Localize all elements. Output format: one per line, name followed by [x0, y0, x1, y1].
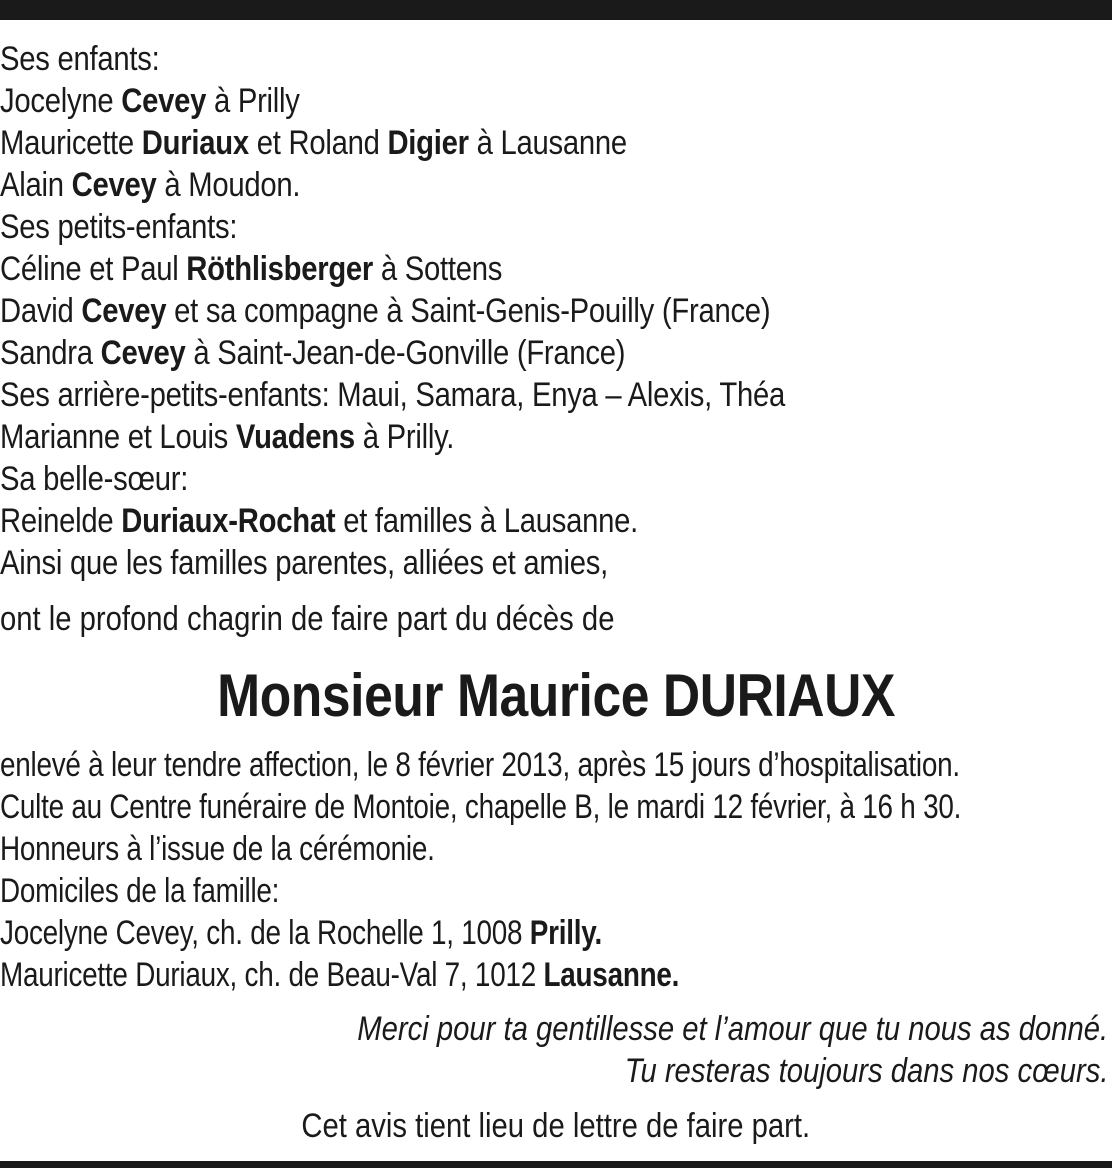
sister-in-law-heading: Sa belle-sœur:: [0, 460, 189, 498]
address-city: Lausanne.: [543, 956, 680, 994]
others-line: Ainsi que les familles parentes, alliées et amies,: [0, 544, 608, 582]
announcement-text: ont le profond chagrin de faire part du décès de: [0, 600, 615, 638]
quote-line-text: Merci pour ta gentillesse et l’amour que tu nous as donné.: [357, 1010, 1108, 1048]
closing-note-text: Cet avis tient lieu de lettre de faire part.: [301, 1107, 811, 1145]
quote-line: [8, 1008, 1108, 1050]
quote-line-text: Tu resteras toujours dans nos cœurs.: [624, 1052, 1108, 1090]
given-name: Sandra: [0, 334, 101, 372]
location: et familles à Lausanne.: [335, 502, 638, 540]
surname: Cevey: [121, 82, 207, 120]
location: à Prilly: [206, 82, 300, 120]
family-member: [0, 164, 956, 206]
address-text: Mauricette Duriaux, ch. de Beau-Val 7, 1012: [0, 956, 544, 994]
children-heading: Ses enfants:: [0, 40, 160, 78]
given-name: Alain: [0, 166, 72, 204]
family-member: [0, 500, 956, 542]
surname: Duriaux-Rochat: [121, 502, 336, 540]
address-text: Jocelyne Cevey, ch. de la Rochelle 1, 1008: [0, 914, 530, 952]
family-member: [0, 290, 956, 332]
given-name: Jocelyne: [0, 82, 122, 120]
surname: Cevey: [71, 166, 157, 204]
location: à Prilly.: [354, 418, 455, 456]
location: à Moudon.: [156, 166, 301, 204]
family-member: [0, 80, 956, 122]
ceremony-line: Culte au Centre funéraire de Montoie, chapelle B, le mardi 12 février, à 16 h 30.: [0, 788, 962, 826]
surname: Duriaux: [141, 124, 249, 162]
location: à Sottens: [373, 250, 503, 288]
family-member: [0, 248, 956, 290]
family-member: [0, 332, 956, 374]
details-block: [0, 744, 1112, 996]
surname: Vuadens: [235, 418, 355, 456]
family-member: [0, 416, 956, 458]
partner-name: et Roland: [248, 124, 388, 162]
quote-line: [8, 1050, 1108, 1092]
domicile-address: [0, 912, 912, 954]
location: à Lausanne: [468, 124, 627, 162]
deceased-name: [0, 660, 1112, 732]
grandchildren-heading: Ses petits-enfants:: [0, 208, 238, 246]
given-name: David: [0, 292, 82, 330]
surname: Digier: [387, 124, 469, 162]
surname: Cevey: [100, 334, 186, 372]
bottom-border-rule: [0, 1161, 1112, 1168]
address-city: Prilly.: [529, 914, 602, 952]
farewell-quote: [8, 1008, 1108, 1092]
top-border-rule: [0, 0, 1112, 20]
location: à Saint-Jean-de-Gonville (France): [185, 334, 626, 372]
death-notice-line: enlevé à leur tendre affection, le 8 février 2013, après 15 jours d’hospitalisation.: [0, 746, 960, 784]
great-grandchildren-line: Ses arrière-petits-enfants: Maui, Samara, Enya – Alexis, Théa: [0, 376, 785, 414]
surname: Cevey: [81, 292, 167, 330]
family-member: [0, 122, 956, 164]
given-name: Mauricette: [0, 124, 142, 162]
given-name: Marianne et Louis: [0, 418, 236, 456]
given-name: Reinelde: [0, 502, 122, 540]
family-list: [0, 38, 1112, 584]
honours-line: Honneurs à l’issue de la cérémonie.: [0, 830, 435, 868]
domiciles-heading: Domiciles de la famille:: [0, 872, 280, 910]
deceased-name-text: Monsieur Maurice DURIAUX: [217, 662, 895, 729]
closing-note: [0, 1104, 1112, 1148]
location: et sa compagne à Saint-Genis-Pouilly (France): [166, 292, 771, 330]
given-name: Céline et Paul: [0, 250, 187, 288]
surname: Röthlisberger: [186, 250, 374, 288]
domicile-address: [0, 954, 912, 996]
